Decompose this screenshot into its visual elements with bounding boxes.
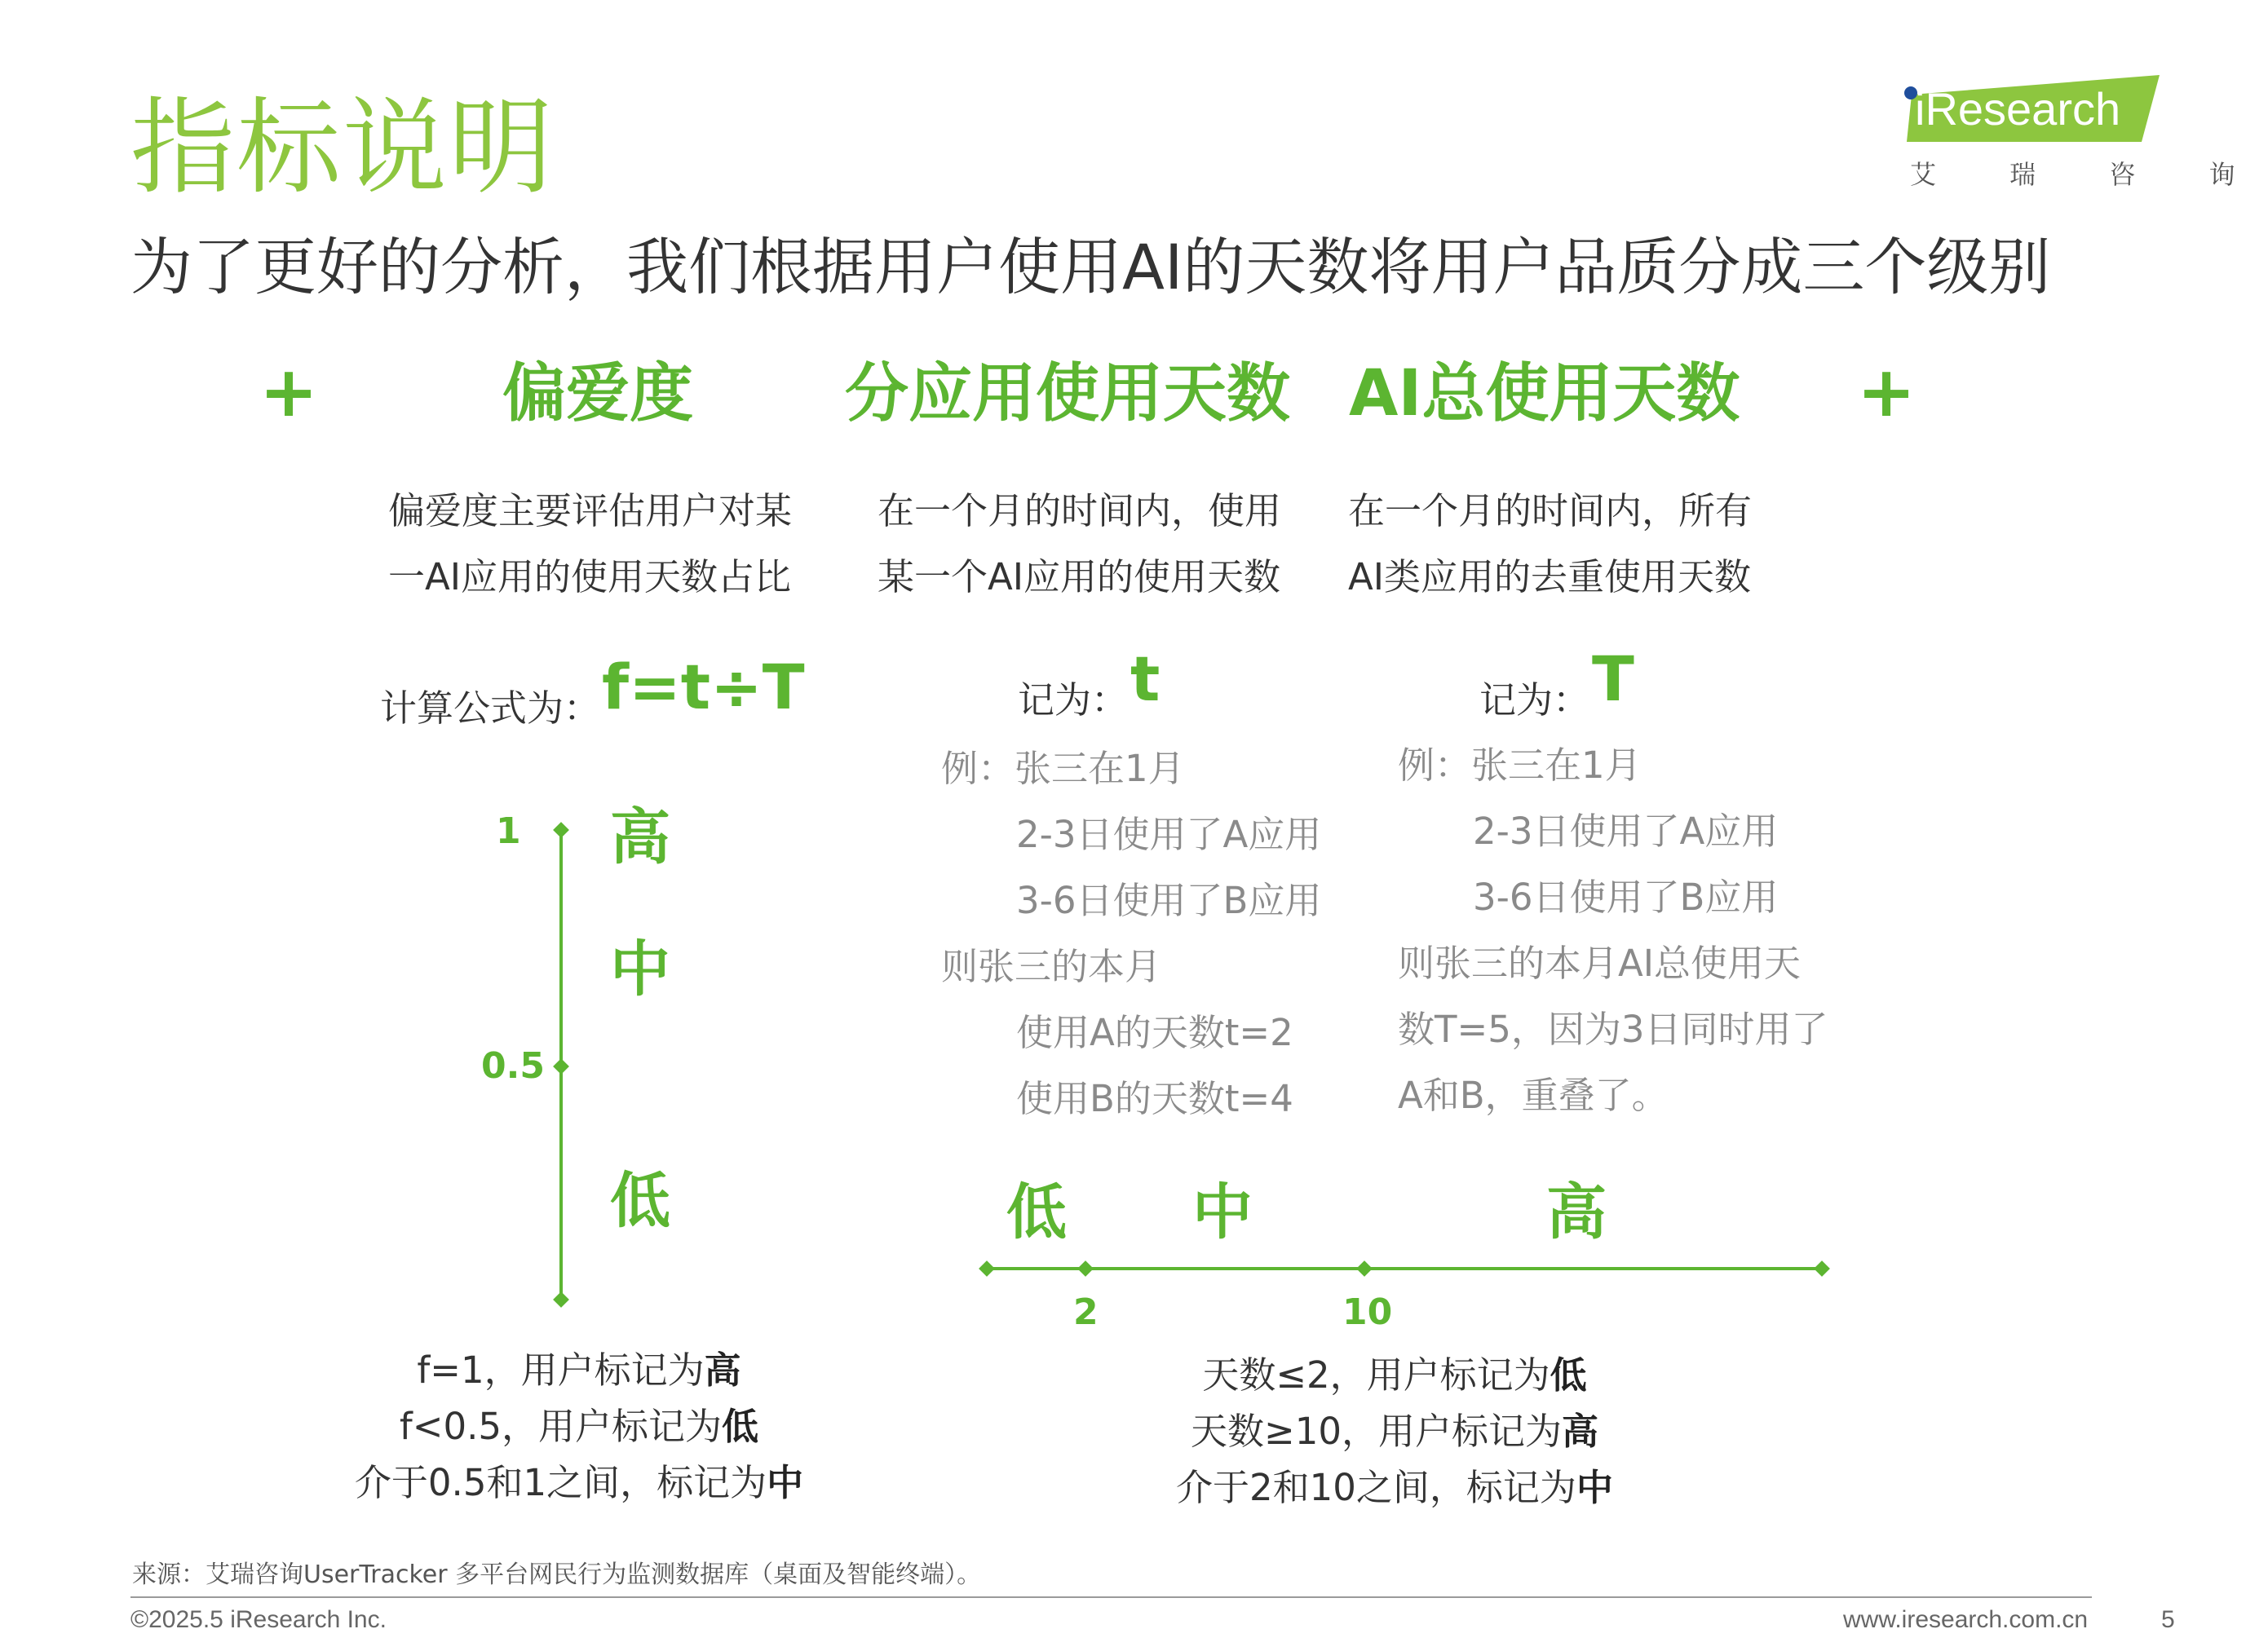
vertical-level-low: 低 (610, 1166, 670, 1236)
horizontal-end-marker (1814, 1260, 1830, 1277)
heading-preference: 偏爱度 (502, 357, 694, 430)
example-line: 则张三的本月 (941, 945, 1162, 988)
example-line: 使用A的天数t=2 (1016, 1011, 1293, 1054)
horizontal-level-mid: 中 (1192, 1177, 1253, 1247)
example-line: 使用B的天数t=4 (1016, 1077, 1293, 1120)
summary-horizontal (1158, 1347, 1631, 1516)
horizontal-level-low: 低 (1006, 1177, 1067, 1247)
desc-line: 在一个月的时间内，使用 (878, 489, 1282, 532)
page-subtitle: 为了更好的分析，我们根据用户使用AI的天数将用户品质分成三个级别 (130, 231, 2051, 303)
example-line: 3-6日使用了B应用 (1473, 876, 1779, 919)
summary-line: f=1，用户标记为高 (417, 1349, 741, 1392)
app-days-symbol: t (1130, 642, 1161, 715)
example-line: A和B，重叠了。 (1398, 1074, 1669, 1117)
vertical-tick-marker-0.5 (553, 1058, 569, 1075)
horizontal-tick-2: 2 (1073, 1291, 1099, 1333)
app-days-label: 记为： (1018, 678, 1129, 722)
vertical-end-marker (553, 1291, 569, 1308)
heading-app-days: 分应用使用天数 (845, 357, 1291, 430)
heading-total-days: AI总使用天数 (1349, 357, 1740, 430)
example-line: 例：张三在1月 (941, 747, 1185, 790)
plus-icon-right: + (1857, 351, 1917, 433)
desc-line: 一AI应用的使用天数占比 (388, 555, 792, 598)
horizontal-level-high: 高 (1546, 1177, 1607, 1247)
horizontal-tick-10: 10 (1342, 1291, 1393, 1333)
summary-line: f<0.5，用户标记为低 (399, 1405, 759, 1448)
example-line: 2-3日使用了A应用 (1016, 813, 1322, 856)
example-line: 3-6日使用了B应用 (1016, 879, 1322, 922)
summary-vertical (343, 1342, 816, 1511)
summary-line: 介于2和10之间，标记为中 (1176, 1466, 1613, 1509)
example-line: 则张三的本月AI总使用天 (1398, 942, 1802, 985)
vertical-tick-1: 1 (496, 810, 521, 852)
footer-copyright: ©2025.5 iResearch Inc. (130, 1606, 387, 1633)
total-days-symbol: T (1592, 642, 1634, 715)
desc-line: 在一个月的时间内，所有 (1348, 489, 1753, 532)
vertical-level-high: 高 (610, 802, 670, 872)
footer-url[interactable]: www.iresearch.com.cn (1843, 1606, 2089, 1633)
formula: f=t÷T (602, 651, 805, 723)
vertical-tick-0.5: 0.5 (481, 1045, 545, 1087)
logo-cn-text: 艾 瑞 咨 询 (1910, 159, 2268, 190)
formula-label: 计算公式为： (380, 686, 601, 730)
desc-line: 偏爱度主要评估用户对某 (388, 489, 793, 532)
example-line: 例：张三在1月 (1398, 744, 1642, 787)
example-line: 2-3日使用了A应用 (1473, 810, 1779, 853)
horizontal-tick-marker-2 (1077, 1260, 1094, 1277)
summary-line: 介于0.5和1之间，标记为中 (354, 1461, 804, 1504)
page-number: 5 (2161, 1606, 2175, 1633)
source-note: 来源：艾瑞咨询UserTracker 多平台网民行为监测数据库（桌面及智能终端）。 (132, 1561, 982, 1589)
desc-line: 某一个AI应用的使用天数 (878, 555, 1281, 598)
horizontal-tick-marker-10 (1356, 1260, 1373, 1277)
footer-divider (130, 1596, 2092, 1598)
summary-line: 天数≥10，用户标记为高 (1191, 1410, 1598, 1453)
summary-line: 天数≤2，用户标记为低 (1202, 1353, 1587, 1397)
logo-brand-text: iResearch (1915, 83, 2121, 135)
example-line: 数T=5，因为3日同时用了 (1398, 1008, 1828, 1051)
vertical-level-mid: 中 (610, 934, 670, 1004)
desc-line: AI类应用的去重使用天数 (1348, 555, 1752, 598)
total-days-label: 记为： (1479, 678, 1590, 722)
plus-icon-left: + (259, 351, 319, 433)
horizontal-start-marker (979, 1260, 995, 1277)
page-title: 指标说明 (130, 87, 555, 209)
vertical-tick-marker-1 (553, 822, 569, 838)
